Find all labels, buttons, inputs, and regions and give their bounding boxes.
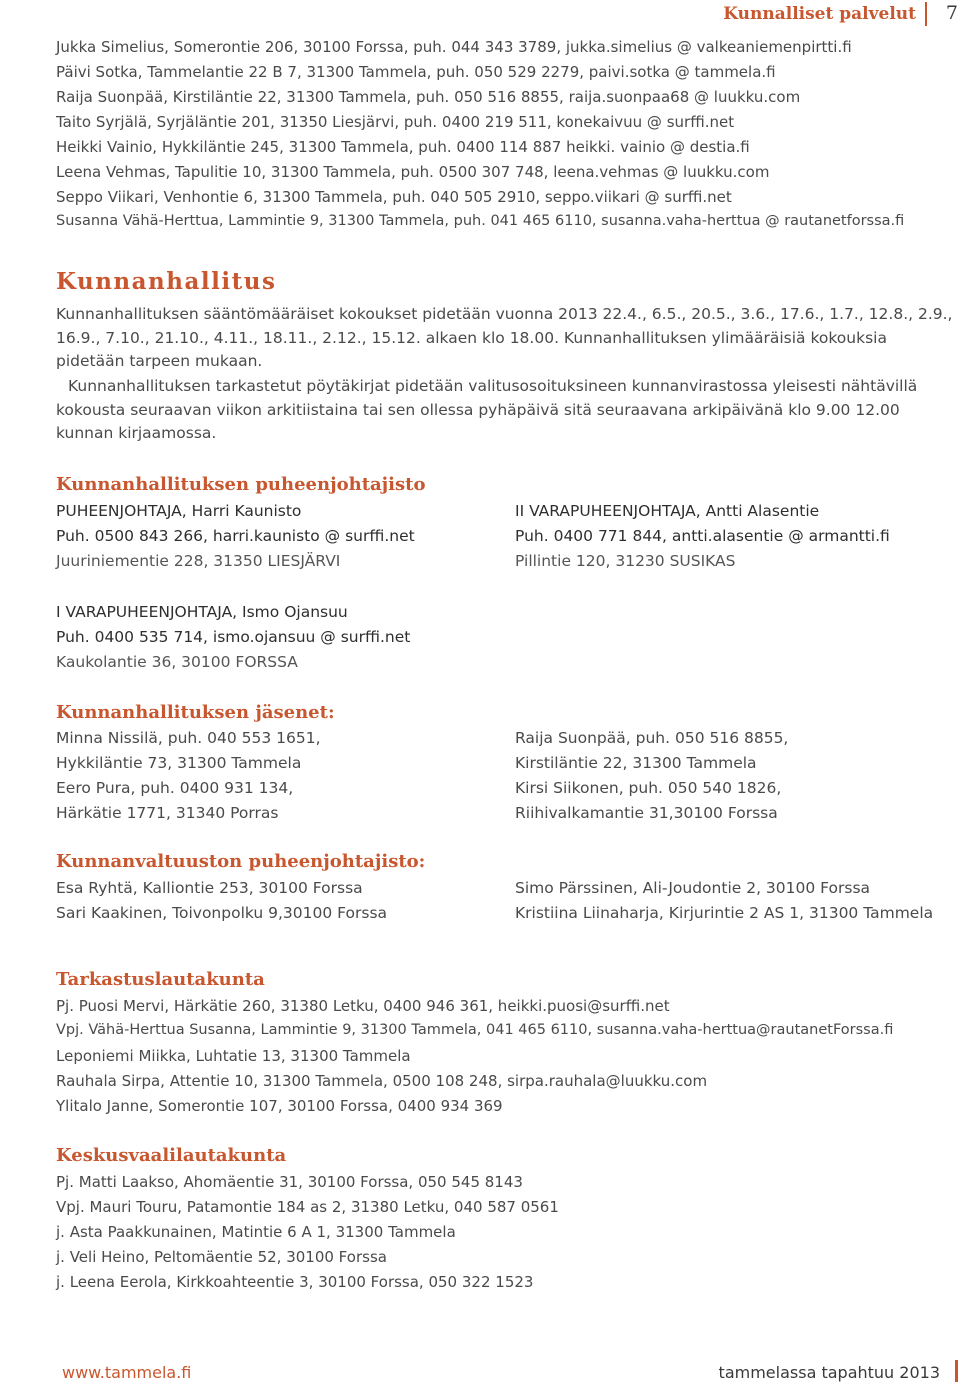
contact-line: Leena Vehmas, Tapulitie 10, 31300 Tammela, puh. 0500 307 748, leena.vehmas @ luukku.com: [56, 163, 770, 181]
election-member-line: j. Veli Heino, Peltomäentie 52, 30100 Forssa: [56, 1248, 387, 1266]
minutes-paragraph: Kunnanhallituksen tarkastetut pöytäkirjat pidetään valitusosoituksineen kunnanvirastossa yleisesti nähtävillä kokousta seuraavan viikon arkitiistaina tai sen ollessa pyhäpäivä sitä seuraavana arkipäivänä klo 9.00 12.00 kunnan kirjaamossa.: [56, 377, 918, 442]
audit-member-line: Pj. Puosi Mervi, Härkätie 260, 31380 Letku, 0400 946 361, heikki.puosi@surffi.net: [56, 997, 670, 1015]
chair-phone: Puh. 0500 843 266, harri.kaunisto @ surffi.net: [56, 527, 415, 545]
footer-title: tammelassa tapahtuu 2013: [718, 1363, 940, 1382]
contact-line: Heikki Vainio, Hykkiläntie 245, 31300 Tammela, puh. 0400 114 887 heikki. vainio @ destia.fi: [56, 138, 750, 156]
election-member-line: j. Leena Eerola, Kirkkoahteentie 3, 30100 Forssa, 050 322 1523: [56, 1273, 534, 1291]
contact-line: Päivi Sotka, Tammelantie 22 B 7, 31300 Tammela, puh. 050 529 2279, paivi.sotka @ tammela.fi: [56, 63, 776, 81]
member-line: Minna Nissilä, puh. 040 553 1651,: [56, 729, 321, 747]
member-line: Riihivalkamantie 31,30100 Forssa: [515, 804, 778, 822]
council-chair-line: Esa Ryhtä, Kalliontie 253, 30100 Forssa: [56, 879, 363, 897]
audit-member-line: Rauhala Sirpa, Attentie 10, 31300 Tammela, 0500 108 248, sirpa.rauhala@luukku.com: [56, 1072, 708, 1090]
council-chair-line: Simo Pärssinen, Ali-Joudontie 2, 30100 Forssa: [515, 879, 871, 897]
council-chair-line: Kristiina Liinaharja, Kirjurintie 2 AS 1, 31300 Tammela: [515, 904, 934, 922]
contact-line: Susanna Vähä-Herttua, Lammintie 9, 31300 Tammela, puh. 041 465 6110, susanna.vaha-herttua @ rautanetforssa.fi: [56, 213, 905, 229]
vice-chair-2-role: II VARAPUHEENJOHTAJA, Antti Alasentie: [515, 502, 820, 520]
contact-line: Jukka Simelius, Somerontie 206, 30100 Forssa, puh. 044 343 3789, jukka.simelius @ valkeaniemenpirtti.fi: [56, 38, 852, 56]
header-divider: [925, 2, 927, 26]
section-heading-valtuusto: Kunnanvaltuuston puheenjohtajisto:: [56, 851, 426, 872]
audit-member-line: Vpj. Vähä-Herttua Susanna, Lammintie 9, 31300 Tammela, 041 465 6110, susanna.vaha-herttua@rautanetForssa.fi: [56, 1022, 894, 1038]
vice-chair-1-role: I VARAPUHEENJOHTAJA, Ismo Ojansuu: [56, 603, 348, 621]
audit-member-line: Leponiemi Miikka, Luhtatie 13, 31300 Tammela: [56, 1047, 411, 1065]
section-heading-puheenjohtajisto: Kunnanhallituksen puheenjohtajisto: [56, 474, 426, 495]
section-heading-jasenet: Kunnanhallituksen jäsenet:: [56, 702, 335, 723]
section-heading-kunnanhallitus: Kunnanhallitus: [56, 268, 277, 295]
council-chair-line: Sari Kaakinen, Toivonpolku 9,30100 Forssa: [56, 904, 388, 922]
member-line: Raija Suonpää, puh. 050 516 8855,: [515, 729, 789, 747]
section-heading-keskusvaali: Keskusvaalilautakunta: [56, 1145, 287, 1166]
vice-chair-2-address: Pillintie 120, 31230 SUSIKAS: [515, 552, 736, 570]
vice-chair-1-address: Kaukolantie 36, 30100 FORSSA: [56, 653, 298, 671]
contact-line: Taito Syrjälä, Syrjäläntie 201, 31350 Liesjärvi, puh. 0400 219 511, konekaivuu @ surffi.net: [56, 113, 735, 131]
chair-role: PUHEENJOHTAJA, Harri Kaunisto: [56, 502, 302, 520]
contact-line: Raija Suonpää, Kirstiläntie 22, 31300 Tammela, puh. 050 516 8855, raija.suonpaa68 @ luukku.com: [56, 88, 801, 106]
member-line: Kirsi Siikonen, puh. 050 540 1826,: [515, 779, 782, 797]
section-heading-tarkastus: Tarkastuslautakunta: [56, 969, 265, 990]
meeting-schedule-paragraph: Kunnanhallituksen sääntömääräiset kokoukset pidetään vuonna 2013 22.4., 6.5., 20.5., 3.6., 17.6., 1.7., 12.8., 2.9., 16.9., 7.10., 21.10., 4.11., 18.11., 2.12., 15.12. alkaen klo 18.00. Kunnanhallituksen ylimääräisiä kokouksia pidetään tarpeen mukaan.: [56, 305, 953, 370]
section-title: Kunnalliset palvelut: [723, 4, 916, 24]
vice-chair-2-phone: Puh. 0400 771 844, antti.alasentie @ armantti.fi: [515, 527, 890, 545]
vice-chair-1-phone: Puh. 0400 535 714, ismo.ojansuu @ surffi.net: [56, 628, 411, 646]
member-line: Kirstiläntie 22, 31300 Tammela: [515, 754, 757, 772]
audit-member-line: Ylitalo Janne, Somerontie 107, 30100 Forssa, 0400 934 369: [56, 1097, 503, 1115]
member-line: Hykkiläntie 73, 31300 Tammela: [56, 754, 302, 772]
election-member-line: j. Asta Paakkunainen, Matintie 6 A 1, 31300 Tammela: [56, 1223, 456, 1241]
member-line: Härkätie 1771, 31340 Porras: [56, 804, 279, 822]
election-member-line: Pj. Matti Laakso, Ahomäentie 31, 30100 Forssa, 050 545 8143: [56, 1173, 523, 1191]
footer-bar: [955, 1360, 958, 1382]
member-line: Eero Pura, puh. 0400 931 134,: [56, 779, 294, 797]
footer-url: www.tammela.fi: [62, 1363, 192, 1382]
chair-address: Juuriniementie 228, 31350 LIESJÄRVI: [56, 552, 341, 570]
page-number: 7: [945, 2, 958, 24]
contact-line: Seppo Viikari, Venhontie 6, 31300 Tammela, puh. 040 505 2910, seppo.viikari @ surffi.net: [56, 188, 732, 206]
election-member-line: Vpj. Mauri Touru, Patamontie 184 as 2, 31380 Letku, 040 587 0561: [56, 1198, 559, 1216]
